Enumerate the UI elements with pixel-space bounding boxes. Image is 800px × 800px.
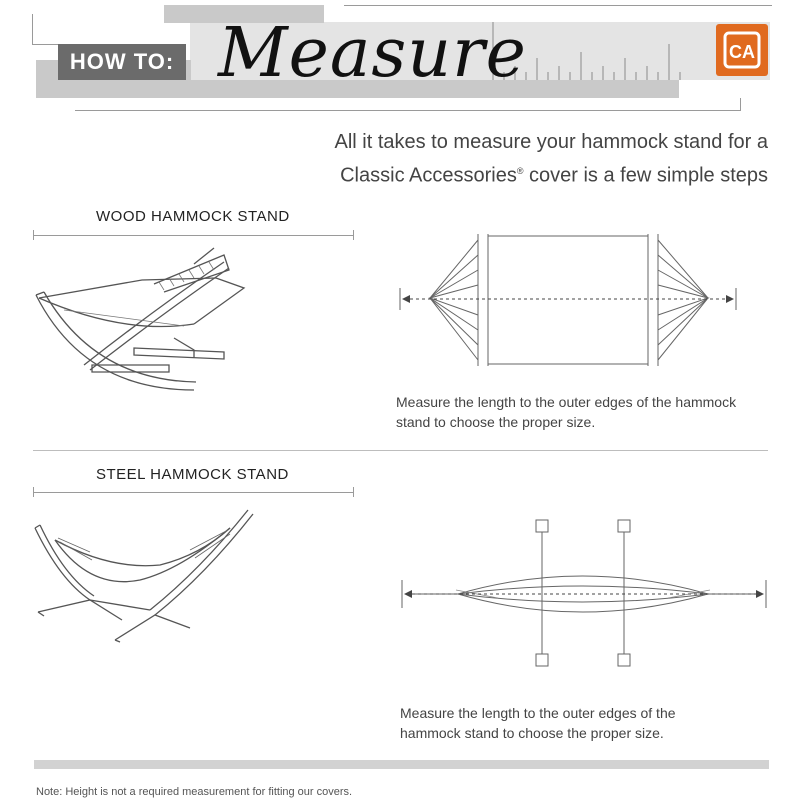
wood-section-title: WOOD HAMMOCK STAND <box>96 208 290 225</box>
page-title: Measure <box>218 14 527 93</box>
wood-caption <box>396 392 736 432</box>
header-rule-top-right <box>344 5 772 6</box>
brand-name: Classic Accessories <box>340 164 517 187</box>
header-rule-bottom-tick <box>740 98 741 111</box>
wood-top-view-diagram <box>396 230 742 370</box>
wood-caption-line-2: stand to choose the proper size. <box>396 414 596 430</box>
intro-line-2 <box>248 157 768 191</box>
steel-title-rule <box>33 492 353 493</box>
steel-hammock-stand-illustration <box>30 500 270 650</box>
classic-accessories-logo <box>716 24 768 76</box>
footer-note: Note: Height is not a required measurement for fitting our covers. <box>36 786 353 798</box>
steel-title-rule-tick-right <box>353 487 354 497</box>
footer-band <box>34 760 769 769</box>
wood-hammock-stand-illustration <box>24 240 264 400</box>
steel-top-view-diagram <box>398 518 770 670</box>
header-rule-top-left-tick <box>32 14 33 45</box>
wood-title-rule-tick-right <box>353 230 354 240</box>
wood-title-rule-tick-left <box>33 230 34 240</box>
steel-section-title: STEEL HAMMOCK STAND <box>96 466 289 483</box>
intro-line-2-suffix: cover is a few simple steps <box>523 164 768 187</box>
how-to-label: HOW TO: <box>58 44 186 80</box>
registered-mark: ® <box>516 166 524 176</box>
wood-caption-line-1: Measure the length to the outer edges of the hammock <box>396 394 737 410</box>
steel-caption <box>400 703 676 743</box>
steel-caption-line-1: Measure the length to the outer edges of the <box>400 705 676 721</box>
steel-title-rule-tick-left <box>33 487 34 497</box>
section-divider <box>33 450 768 451</box>
header-rule-bottom <box>75 110 740 111</box>
steel-caption-line-2: hammock stand to choose the proper size. <box>400 725 664 741</box>
wood-title-rule <box>33 235 353 236</box>
intro-line-1: All it takes to measure your hammock stand for a <box>334 131 768 153</box>
svg-text:CA: CA <box>729 42 755 62</box>
intro-text <box>248 128 768 191</box>
